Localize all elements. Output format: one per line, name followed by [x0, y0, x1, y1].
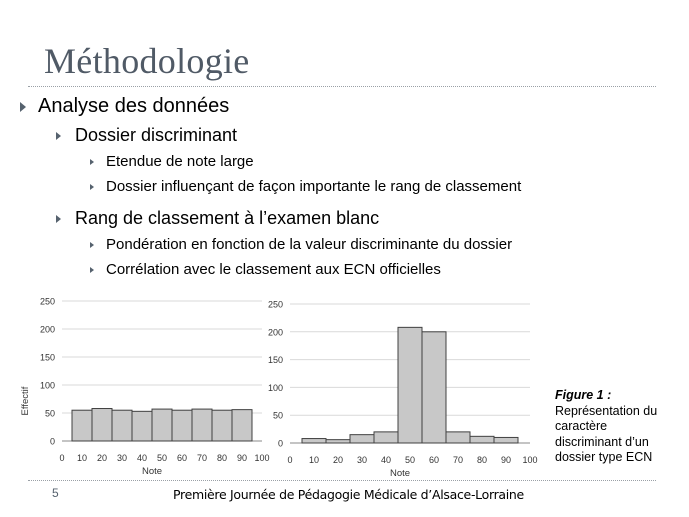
x-tick-label-right: 0: [287, 455, 293, 465]
bullet-arrow-icon: [90, 184, 94, 190]
figure-caption: [555, 388, 675, 466]
histogram-bar-left: [172, 410, 192, 441]
histogram-bar-left: [212, 410, 232, 441]
x-tick-label-left: 80: [216, 453, 228, 463]
bullet-text: Rang de classement à l’examen blanc: [75, 208, 380, 228]
caption-line: caractère: [555, 419, 608, 433]
bullet-dossier: [56, 125, 237, 146]
x-tick-label-right: 50: [404, 455, 416, 465]
bullet-dossier-sub: [90, 178, 521, 195]
x-tick-label-right: 30: [356, 455, 368, 465]
y-tick-label-right: 50: [272, 410, 283, 421]
caption-figure-label: Figure 1 :: [555, 388, 612, 402]
histogram-bar-right: [326, 440, 350, 443]
x-tick-label-left: 100: [254, 453, 270, 463]
histogram-bar-right: [470, 436, 494, 443]
y-tick-label-right: 100: [267, 382, 283, 393]
bullet-arrow-icon: [90, 267, 94, 273]
x-tick-label-right: 100: [522, 455, 538, 465]
histogram-bar-left: [92, 409, 112, 441]
x-tick-label-right: 10: [308, 455, 320, 465]
caption-line: dossier type ECN: [555, 450, 653, 464]
x-tick-label-right: 20: [332, 455, 344, 465]
bullet-rang-sub: [90, 236, 512, 253]
x-tick-label-right: 60: [428, 455, 440, 465]
y-tick-label-right: 0: [277, 438, 283, 449]
y-tick-label-left: 100: [39, 380, 55, 391]
y-tick-label-left: 150: [39, 352, 55, 363]
histogram-bar-left: [192, 409, 212, 441]
x-tick-label-left: 60: [176, 453, 188, 463]
footer-text: Première Journée de Pédagogie Médicale d’Alsace-Lorraine: [173, 487, 524, 502]
bullet-text: Dossier influençant de façon importante le rang de classement: [106, 178, 522, 195]
x-axis-label-right: Note: [389, 468, 411, 479]
bullet-text: Etendue de note large: [106, 153, 254, 170]
title-divider: [28, 86, 656, 87]
bullet-analyse: [20, 95, 229, 118]
histogram-bar-right: [446, 432, 470, 443]
histogram-bar-left: [72, 410, 92, 441]
histogram-bar-left: [232, 410, 252, 441]
bullet-text: Analyse des données: [38, 95, 230, 117]
slide-title: Méthodologie: [44, 41, 250, 81]
y-tick-label-left: 50: [44, 408, 55, 419]
x-tick-label-left: 20: [96, 453, 108, 463]
x-tick-label-right: 40: [380, 455, 392, 465]
x-tick-label-left: 90: [236, 453, 248, 463]
histogram-bar-left: [152, 409, 172, 441]
x-tick-label-left: 30: [116, 453, 128, 463]
histogram-bar-right: [398, 327, 422, 443]
x-tick-label-right: 70: [452, 455, 464, 465]
x-tick-label-left: 50: [156, 453, 168, 463]
x-tick-label-right: 80: [476, 455, 488, 465]
bullet-text: Dossier discriminant: [75, 125, 238, 145]
page-number: 5: [52, 486, 59, 500]
histogram-bar-right: [374, 432, 398, 443]
histogram-bar-right: [350, 435, 374, 443]
bullet-arrow-icon: [90, 159, 94, 165]
x-tick-label-right: 90: [500, 455, 512, 465]
y-tick-label-left: 0: [49, 436, 55, 447]
x-tick-label-left: 70: [196, 453, 208, 463]
footer-divider: [28, 480, 656, 481]
bullet-dossier-sub: [90, 153, 254, 170]
bullet-text: Corrélation avec le classement aux ECN officielles: [106, 261, 441, 278]
y-tick-label-right: 150: [267, 355, 283, 366]
bullet-arrow-icon: [20, 102, 26, 112]
y-tick-label-left: 200: [39, 324, 55, 335]
x-tick-label-left: 40: [136, 453, 148, 463]
y-tick-label-left: 250: [39, 296, 55, 307]
caption-line: Représentation du: [555, 403, 658, 418]
histogram-bar-left: [132, 411, 152, 441]
histogram-bar-right: [422, 332, 446, 443]
histogram-bar-right: [494, 437, 518, 443]
bullet-rang: [56, 208, 379, 229]
bullet-arrow-icon: [56, 132, 61, 140]
bullet-rang-sub: [90, 261, 441, 278]
x-tick-label-left: 10: [76, 453, 88, 463]
y-axis-label-left: Effectif: [20, 386, 31, 416]
caption-line: discriminant d’un: [555, 434, 649, 449]
histogram-bar-left: [112, 410, 132, 441]
bullet-arrow-icon: [56, 215, 61, 223]
y-tick-label-right: 200: [267, 327, 283, 338]
bullet-arrow-icon: [90, 242, 94, 248]
x-axis-label-left: Note: [141, 466, 163, 477]
x-tick-label-left: 0: [59, 453, 65, 463]
histogram-bar-right: [302, 439, 326, 443]
y-tick-label-right: 250: [267, 299, 283, 310]
bullet-text: Pondération en fonction de la valeur discriminante du dossier: [106, 236, 513, 253]
